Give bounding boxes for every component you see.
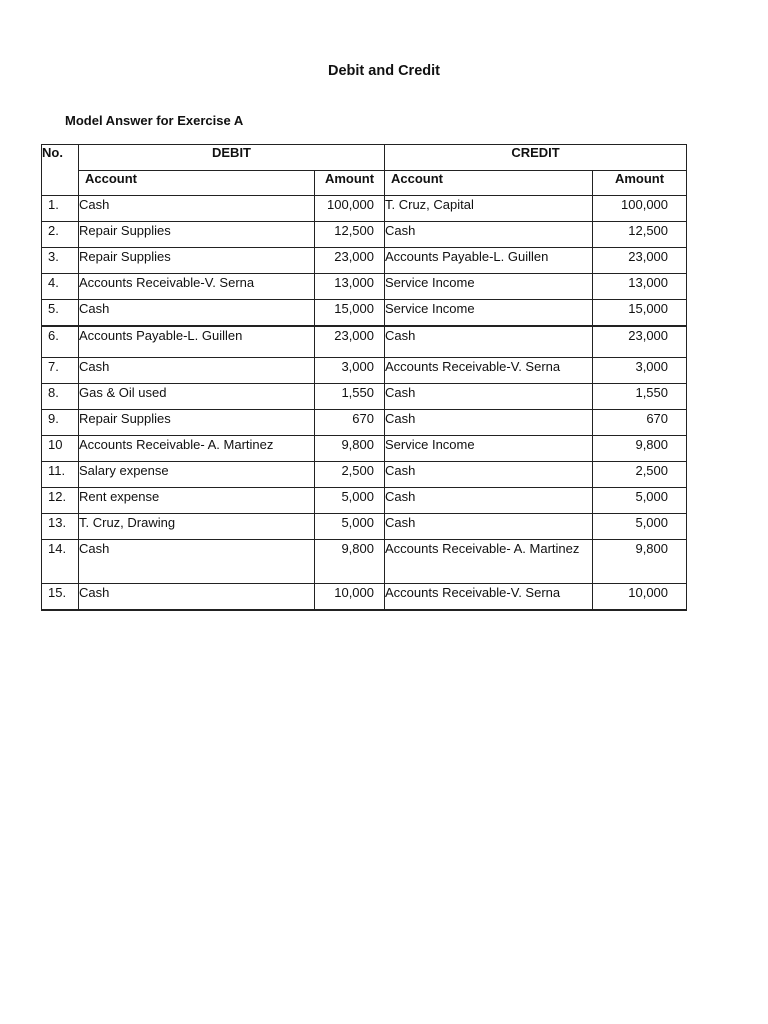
debit-header: DEBIT (79, 145, 385, 171)
credit-amount: 2,500 (593, 462, 687, 488)
table-row (42, 584, 687, 610)
credit-amount: 9,800 (593, 540, 687, 584)
entry-number: 14. (42, 540, 79, 584)
credit-account: Cash (385, 462, 593, 488)
entry-number: 3. (42, 248, 79, 274)
debit-account: Cash (79, 358, 315, 384)
debit-amount: 23,000 (315, 326, 385, 358)
entry-number: 5. (42, 300, 79, 326)
credit-account: Accounts Payable-L. Guillen (385, 248, 593, 274)
debit-amount: 13,000 (315, 274, 385, 300)
table-row (42, 222, 687, 248)
table-row (42, 540, 687, 584)
table-row (42, 410, 687, 436)
credit-account: Accounts Receivable- A. Martinez (385, 540, 593, 584)
debit-amount: 5,000 (315, 488, 385, 514)
debit-amount: 5,000 (315, 514, 385, 540)
credit-account: Cash (385, 514, 593, 540)
debit-amount-header: Amount (315, 171, 385, 196)
debit-account: Repair Supplies (79, 248, 315, 274)
debit-account: Repair Supplies (79, 222, 315, 248)
credit-account: Service Income (385, 436, 593, 462)
credit-amount: 9,800 (593, 436, 687, 462)
debit-amount: 670 (315, 410, 385, 436)
table-row (42, 358, 687, 384)
credit-amount: 5,000 (593, 488, 687, 514)
debit-account: Accounts Payable-L. Guillen (79, 326, 315, 358)
table-row (42, 436, 687, 462)
credit-amount: 23,000 (593, 326, 687, 358)
debit-account: Cash (79, 196, 315, 222)
credit-account: T. Cruz, Capital (385, 196, 593, 222)
credit-amount: 5,000 (593, 514, 687, 540)
debit-amount: 10,000 (315, 584, 385, 610)
credit-account: Accounts Receivable-V. Serna (385, 584, 593, 610)
debit-amount: 100,000 (315, 196, 385, 222)
credit-account: Cash (385, 384, 593, 410)
debit-amount: 9,800 (315, 436, 385, 462)
entry-number: 4. (42, 274, 79, 300)
debit-amount: 12,500 (315, 222, 385, 248)
entry-number: 6. (42, 326, 79, 358)
credit-account: Cash (385, 326, 593, 358)
entry-number: 11. (42, 462, 79, 488)
credit-account: Service Income (385, 300, 593, 326)
debit-account: Cash (79, 584, 315, 610)
table-row (42, 462, 687, 488)
credit-account: Accounts Receivable-V. Serna (385, 358, 593, 384)
debit-amount: 1,550 (315, 384, 385, 410)
debit-amount: 15,000 (315, 300, 385, 326)
entry-number: 9. (42, 410, 79, 436)
entry-number: 10 (42, 436, 79, 462)
debit-account: Rent expense (79, 488, 315, 514)
table-row (42, 196, 687, 222)
debit-credit-table (41, 144, 687, 611)
credit-amount: 13,000 (593, 274, 687, 300)
credit-amount-header: Amount (593, 171, 687, 196)
debit-account: Salary expense (79, 462, 315, 488)
table-row (42, 248, 687, 274)
debit-account: Accounts Receivable-V. Serna (79, 274, 315, 300)
credit-account: Cash (385, 222, 593, 248)
table-row (42, 326, 687, 358)
table-row (42, 274, 687, 300)
entry-number: 8. (42, 384, 79, 410)
entry-number: 1. (42, 196, 79, 222)
debit-amount: 9,800 (315, 540, 385, 584)
debit-account: T. Cruz, Drawing (79, 514, 315, 540)
entry-number: 12. (42, 488, 79, 514)
debit-amount: 2,500 (315, 462, 385, 488)
credit-amount: 100,000 (593, 196, 687, 222)
no-header: No. (42, 145, 79, 196)
debit-account: Gas & Oil used (79, 384, 315, 410)
credit-account-header: Account (385, 171, 593, 196)
credit-account: Service Income (385, 274, 593, 300)
credit-amount: 10,000 (593, 584, 687, 610)
table-row (42, 384, 687, 410)
credit-account: Cash (385, 488, 593, 514)
ledger-body (42, 196, 687, 610)
debit-amount: 3,000 (315, 358, 385, 384)
entry-number: 7. (42, 358, 79, 384)
exercise-subtitle: Model Answer for Exercise A (65, 113, 244, 128)
page-title: Debit and Credit (328, 63, 440, 79)
debit-account: Repair Supplies (79, 410, 315, 436)
debit-account-header: Account (79, 171, 315, 196)
entry-number: 13. (42, 514, 79, 540)
credit-amount: 670 (593, 410, 687, 436)
entry-number: 2. (42, 222, 79, 248)
credit-amount: 1,550 (593, 384, 687, 410)
entry-number: 15. (42, 584, 79, 610)
credit-amount: 12,500 (593, 222, 687, 248)
table-row (42, 300, 687, 326)
credit-amount: 15,000 (593, 300, 687, 326)
table-row (42, 514, 687, 540)
debit-amount: 23,000 (315, 248, 385, 274)
credit-amount: 23,000 (593, 248, 687, 274)
credit-account: Cash (385, 410, 593, 436)
table-row (42, 488, 687, 514)
debit-account: Cash (79, 540, 315, 584)
credit-header: CREDIT (385, 145, 687, 171)
debit-account: Cash (79, 300, 315, 326)
credit-amount: 3,000 (593, 358, 687, 384)
debit-account: Accounts Receivable- A. Martinez (79, 436, 315, 462)
